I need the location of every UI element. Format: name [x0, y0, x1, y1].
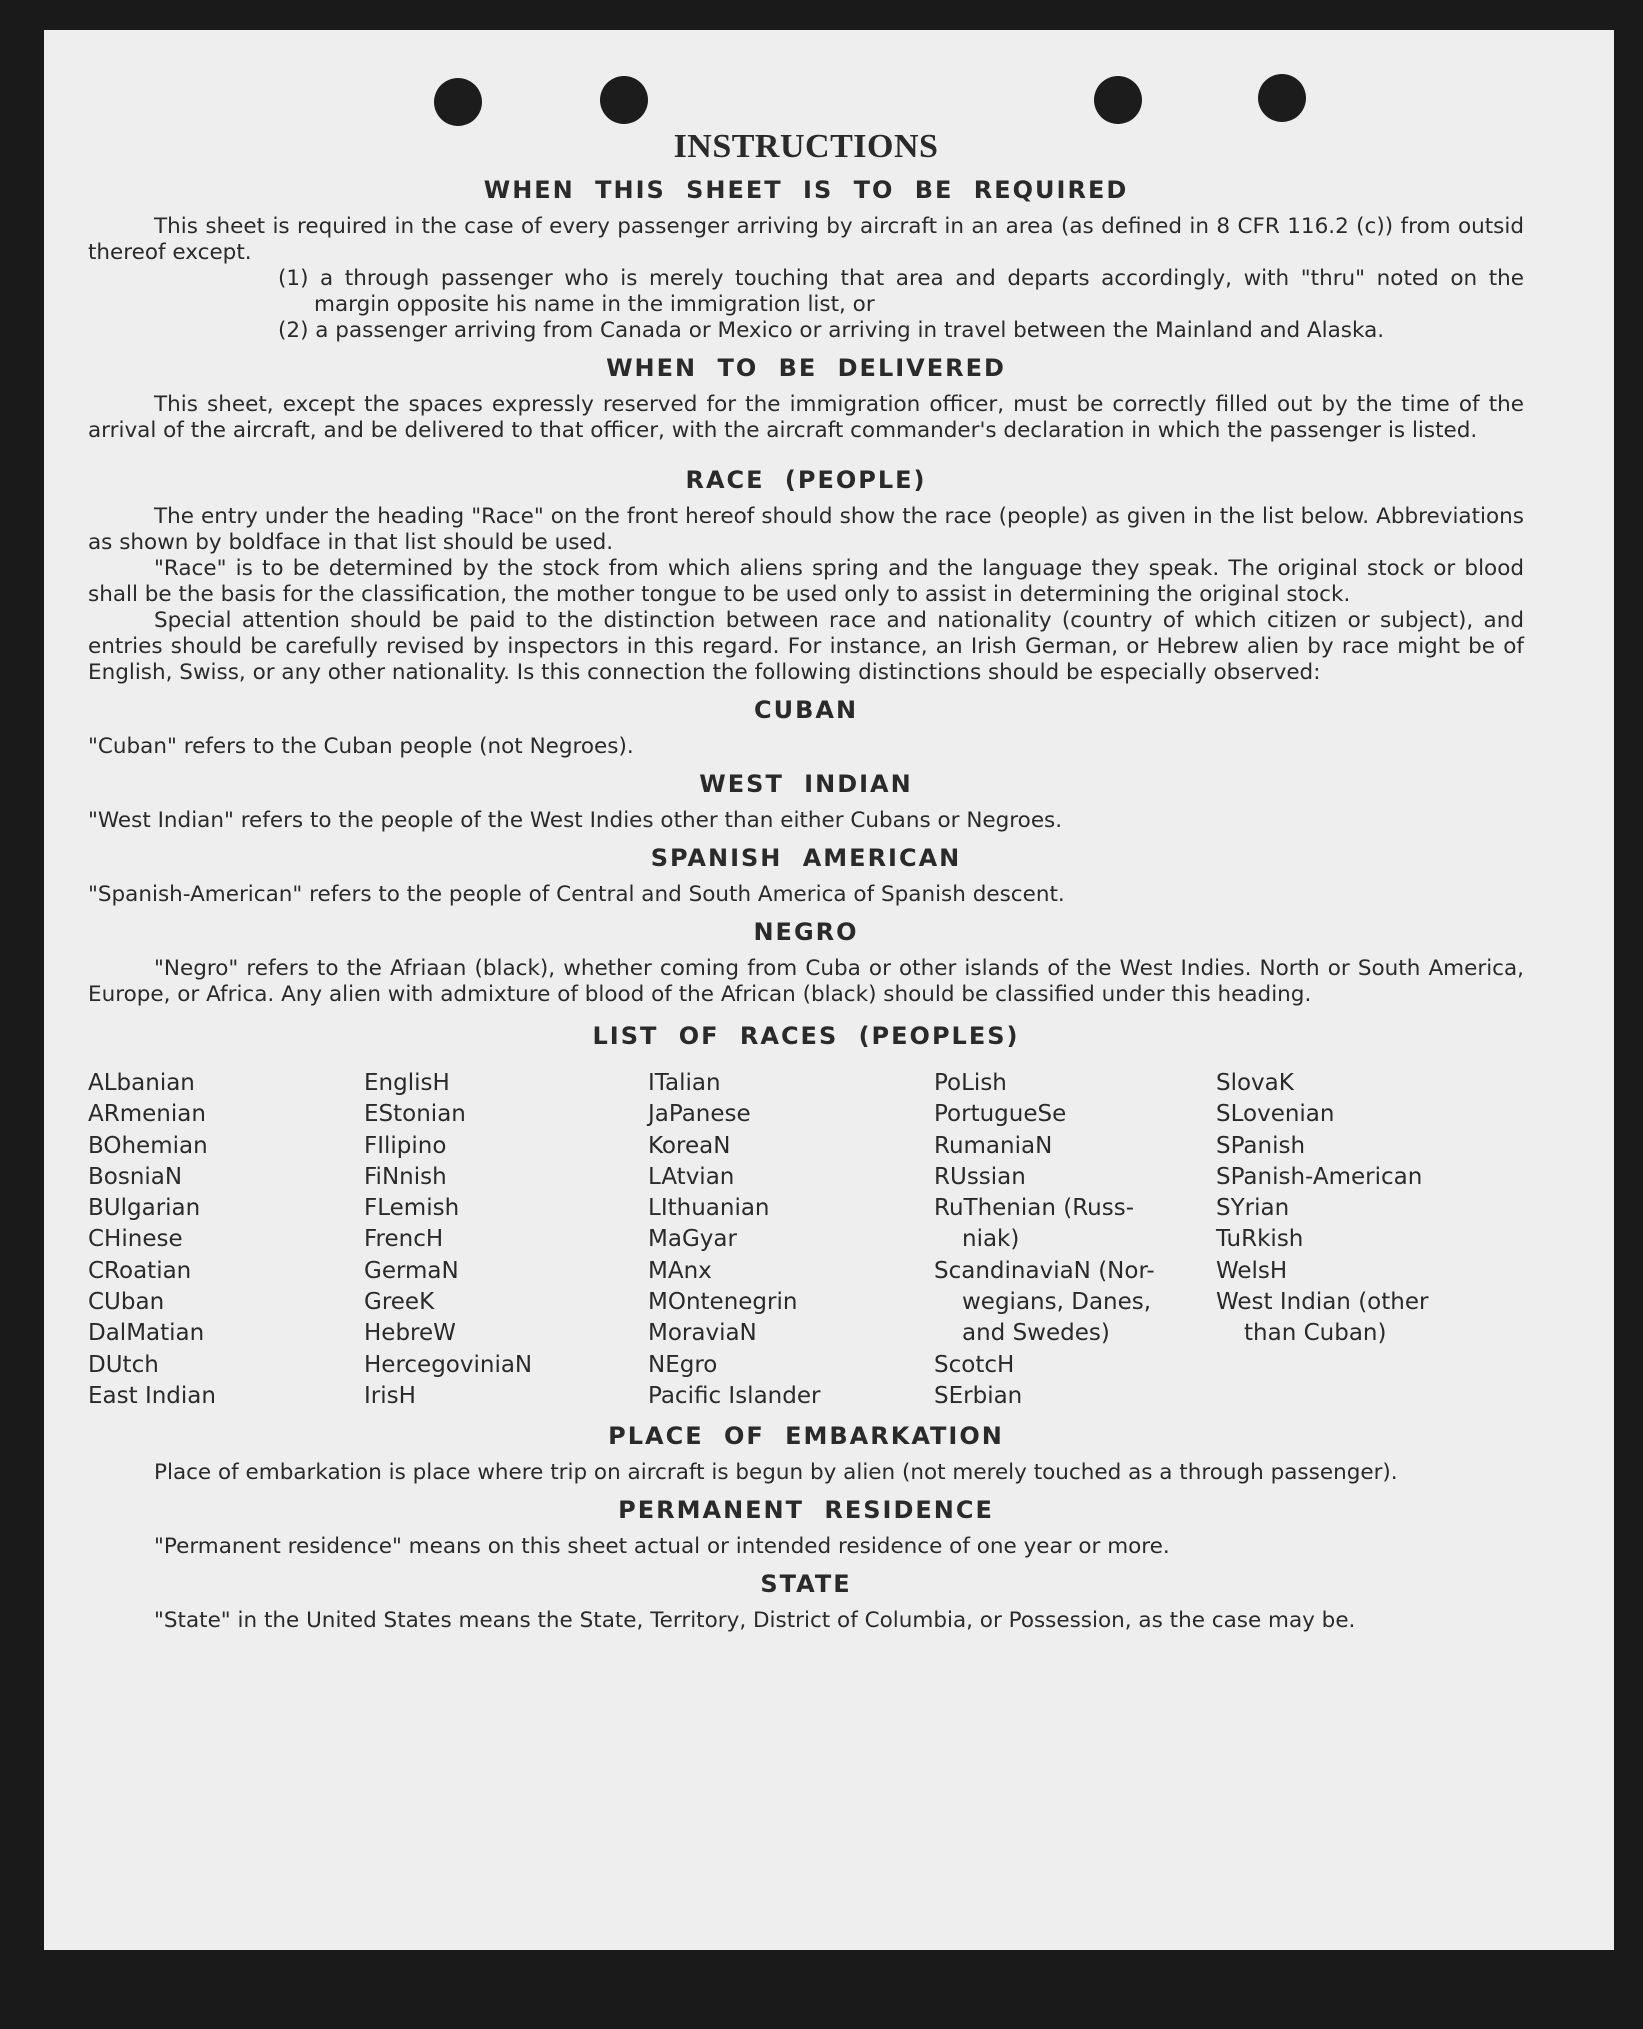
cuban-text: "Cuban" refers to the Cuban people (not Negroes). [88, 734, 634, 759]
instructions-content [88, 128, 1524, 1634]
punch-hole-4 [1258, 74, 1306, 122]
race-item: EnglisH [364, 1070, 450, 1096]
race-item: BOhemian [88, 1132, 208, 1159]
heading-cuban: CUBAN [753, 696, 859, 724]
race-item: and Swedes) [962, 1320, 1110, 1347]
race-item: LIthuanian [648, 1195, 770, 1222]
race-item: wegians, Danes, [962, 1289, 1152, 1316]
race-item: niak) [962, 1226, 1020, 1253]
race-item: East Indian [88, 1382, 216, 1409]
heading-list-of-races: LIST OF RACES (PEOPLES) [592, 1022, 1020, 1050]
race-item: LAtvian [648, 1163, 735, 1190]
race-column-5 [1216, 1068, 1516, 1412]
race-item: MaGyar [648, 1226, 737, 1253]
race-item: CUban [88, 1289, 165, 1316]
race-item: SPanish [1216, 1132, 1306, 1159]
race-item: SLovenian [1216, 1101, 1335, 1128]
negro-text: "Negro" refers to the Afriaan (black), whether coming from Cuba or other islands of the West Indies. North or South America, Europe, or Africa. Any alien with admixture of blood of the African (black) should be classified under this heading. [88, 956, 1524, 1007]
race-item: WelsH [1216, 1257, 1288, 1284]
race-item: RuThenian (Russ- [934, 1195, 1135, 1222]
punch-hole-1 [434, 78, 482, 126]
race-item: TuRkish [1216, 1226, 1304, 1253]
race-item: KoreaN [648, 1132, 731, 1159]
heading-negro: NEGRO [753, 918, 859, 946]
race-item: RumaniaN [934, 1132, 1053, 1159]
race-item: SYrian [1216, 1195, 1290, 1222]
race-column-4 [934, 1068, 1216, 1412]
race-item: BosniaN [88, 1163, 183, 1190]
race-item: HercegoviniaN [364, 1351, 533, 1378]
race-item: BUlgarian [88, 1195, 201, 1222]
delivered-text: This sheet, except the spaces expressly reserved for the immigration officer, must be correctly filled out by the time of the arrival of the aircraft, and be delivered to that officer, with the aircraft commander's declaration in which the passenger is listed. [88, 392, 1524, 443]
race-item: Pacific Islander [648, 1382, 821, 1409]
race-item: PortugueSe [934, 1101, 1067, 1128]
race-item: ARmenian [88, 1101, 206, 1128]
race-column-3 [648, 1068, 934, 1412]
required-item-1: (1) a through passenger who is merely touching that area and departs accordingly, with "thru" noted on the margin opposite his name in the immigration list, or [278, 266, 1524, 317]
heading-required: WHEN THIS SHEET IS TO BE REQUIRED [483, 176, 1129, 204]
race-item: CHinese [88, 1226, 183, 1253]
state-text: "State" in the United States means the State, Territory, District of Columbia, or Possession, as the case may be. [154, 1608, 1356, 1634]
embarkation-text: Place of embarkation is place where trip on aircraft is begun by alien (not merely touched as a through passenger). [154, 1460, 1398, 1486]
heading-west-indian: WEST INDIAN [699, 770, 913, 798]
race-item: MOntenegrin [648, 1289, 798, 1316]
race-item: GermaN [364, 1257, 459, 1284]
residence-text: "Permanent residence" means on this sheet actual or intended residence of one year or more. [154, 1534, 1170, 1560]
heading-permanent-residence: PERMANENT RESIDENCE [618, 1496, 994, 1525]
race-item: SlovaK [1216, 1070, 1294, 1096]
race-item: DUtch [88, 1351, 159, 1378]
race-item: ITalian [648, 1070, 721, 1096]
race-item: MAnx [648, 1257, 712, 1284]
heading-state: STATE [760, 1570, 852, 1599]
race-item: IrisH [364, 1382, 416, 1409]
race-item: West Indian (other [1216, 1289, 1429, 1316]
race-paragraph-1: The entry under the heading "Race" on the front hereof should show the race (people) as given in the list below. Abbreviations as shown by boldface in that list should be used. [88, 504, 1524, 555]
race-item: NEgro [648, 1351, 718, 1378]
race-item: than Cuban) [1244, 1320, 1387, 1347]
race-item: ALbanian [88, 1070, 195, 1096]
punch-hole-2 [600, 76, 648, 124]
heading-race: RACE (PEOPLE) [685, 466, 927, 494]
race-item: JaPanese [648, 1101, 751, 1128]
race-paragraph-2: "Race" is to be determined by the stock from which aliens spring and the language they speak. The original stock or blood shall be the basis for the classification, the mother tongue to be used only to assist in determining the original stock. [88, 556, 1524, 607]
race-item: HebreW [364, 1320, 456, 1347]
heading-embarkation: PLACE OF EMBARKATION [608, 1422, 1004, 1451]
race-item: CRoatian [88, 1257, 192, 1284]
race-item: DalMatian [88, 1320, 205, 1347]
race-item: GreeK [364, 1289, 435, 1316]
race-item: RUssian [934, 1163, 1026, 1190]
heading-delivered: WHEN TO BE DELIVERED [606, 354, 1006, 382]
heading-spanish-american: SPANISH AMERICAN [650, 844, 962, 872]
race-item: EStonian [364, 1101, 466, 1128]
race-item: PoLish [934, 1070, 1007, 1096]
race-column-2 [364, 1068, 648, 1412]
race-paragraph-3: Special attention should be paid to the distinction between race and nationality (country of which citizen or subject), and entries should be carefully revised by inspectors in this regard. For instance, an Irish German, or Hebrew alien by race might be of English, Swiss, or any other nationality. Is this connection the following distinctions should be especially observed: [88, 608, 1524, 685]
race-item: FIlipino [364, 1132, 447, 1159]
race-item: SErbian [934, 1382, 1023, 1409]
race-item: FrencH [364, 1226, 444, 1253]
punch-hole-3 [1094, 76, 1142, 124]
race-item: FiNnish [364, 1163, 447, 1190]
west-indian-text: "West Indian" refers to the people of the West Indies other than either Cubans or Negroes. [88, 808, 1063, 833]
race-item: ScandinaviaN (Nor- [934, 1257, 1155, 1284]
race-item: ScotcH [934, 1351, 1015, 1378]
page-title: INSTRUCTIONS [673, 128, 939, 165]
race-list [88, 1068, 1524, 1412]
race-item: MoraviaN [648, 1320, 757, 1347]
race-column-1 [88, 1068, 364, 1412]
race-item: FLemish [364, 1195, 460, 1222]
race-item: SPanish-American [1216, 1163, 1423, 1190]
spanish-american-text: "Spanish-American" refers to the people of Central and South America of Spanish descent. [88, 882, 1065, 907]
required-intro: This sheet is required in the case of every passenger arriving by aircraft in an area (as defined in 8 CFR 116.2 (c)) from outsid thereof except. [88, 214, 1524, 265]
required-item-2: (2) a passenger arriving from Canada or Mexico or arriving in travel between the Mainland and Alaska. [278, 318, 1385, 343]
